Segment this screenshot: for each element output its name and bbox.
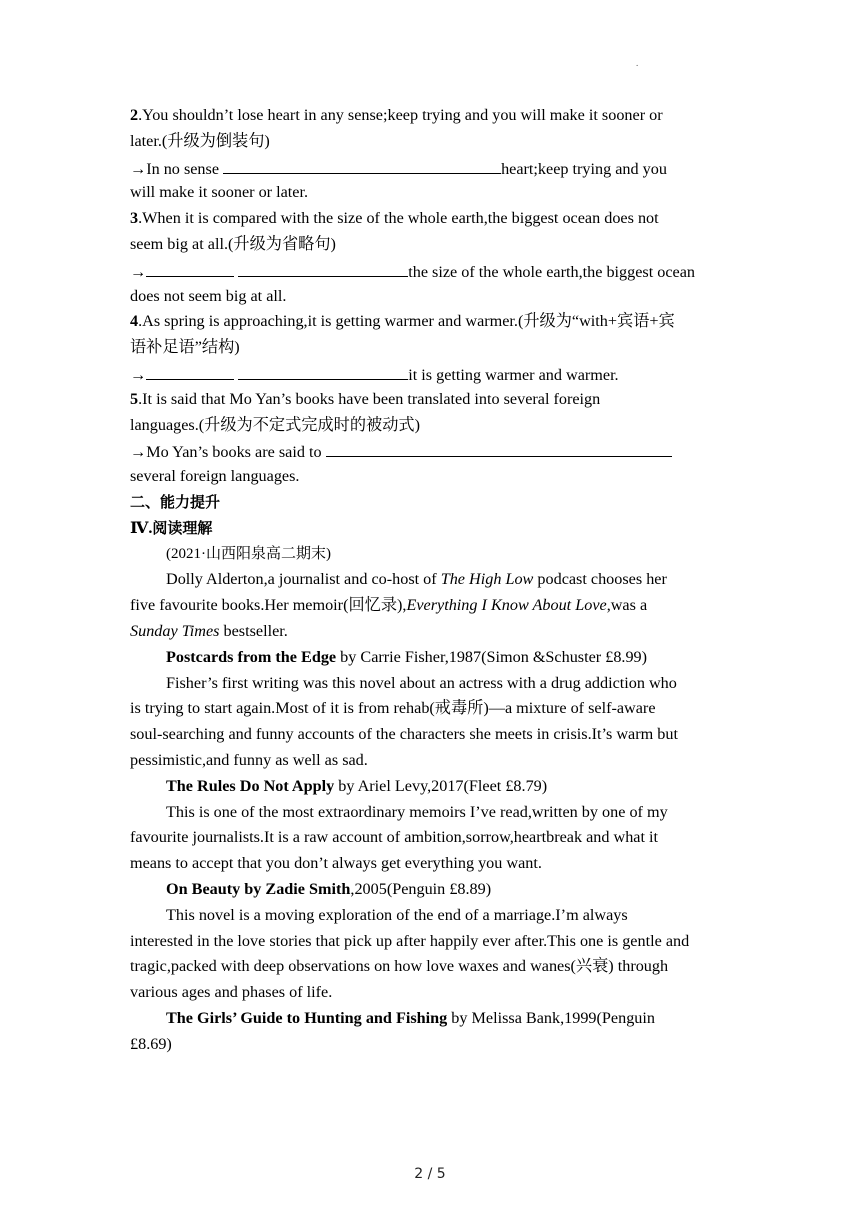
q4-answer-blank-1[interactable]	[146, 361, 234, 380]
book2-text-3: means to accept that you don’t always get everything you want.	[130, 854, 542, 873]
q3-line-2: seem big at all.(升级为省略句)	[130, 234, 336, 253]
reading-source: (2021·山西阳泉高二期末)	[166, 545, 331, 562]
q2-answer-line: →In no sense heart;keep trying and you	[130, 155, 732, 181]
q2-line-2: later.(升级为倒装句)	[130, 131, 270, 150]
q4-number: 4	[130, 312, 139, 331]
q5-line-2: languages.(升级为不定式完成时的被动式)	[130, 415, 420, 434]
page-number: 2 / 5	[414, 1166, 446, 1182]
book1-heading: Postcards from the Edge by Carrie Fisher,1987(Simon &Schuster £8.99)	[166, 647, 648, 666]
book3-text-4: various ages and phases of life.	[130, 983, 333, 1002]
intro-line-1: Dolly Alderton,a journalist and co-host of The High Low podcast chooses her	[166, 570, 667, 589]
book4-title: The Girls’ Guide to Hunting and Fishing	[166, 1008, 448, 1027]
intro-line-3: Sunday Times bestseller.	[130, 621, 288, 640]
q3-line-1: 3.When it is compared with the size of the whole earth,the biggest ocean does not	[130, 209, 659, 228]
q3-answer-line: → the size of the whole earth,the biggest ocean	[130, 258, 732, 284]
intro-line-2: five favourite books.Her memoir(回忆录),Everything I Know About Love,was a	[130, 596, 648, 615]
book3-text-2: interested in the love stories that pick up after happily ever after.This one is gentle and	[130, 931, 690, 950]
q5-line-1: 5.It is said that Mo Yan’s books have been translated into several foreign	[130, 389, 601, 408]
q2-line-1: 2.You shouldn’t lose heart in any sense;keep trying and you will make it sooner or	[130, 106, 663, 124]
q5-answer-line-2: several foreign languages.	[130, 467, 300, 486]
book2-heading: The Rules Do Not Apply by Ariel Levy,2017(Fleet £8.79)	[166, 776, 548, 795]
q3-answer-blank-1[interactable]	[146, 258, 234, 277]
q5-number: 5	[130, 389, 139, 408]
book1-title: Postcards from the Edge	[166, 647, 337, 666]
book1-text-2: is trying to start again.Most of it is from rehab(戒毒所)—a mixture of self-aware	[130, 699, 656, 718]
page-content	[130, 103, 732, 1057]
book2-title: The Rules Do Not Apply	[166, 776, 335, 795]
q4-line-2: 语补足语”结构)	[130, 338, 240, 357]
q5-answer-line: →Mo Yan’s books are said to	[130, 438, 732, 464]
q4-answer-line: → it is getting warmer and warmer.	[130, 361, 732, 387]
book4-heading: The Girls’ Guide to Hunting and Fishing by Melissa Bank,1999(Penguin	[166, 1008, 655, 1027]
part-heading: Ⅳ.阅读理解	[130, 518, 213, 537]
book2-text-1: This is one of the most extraordinary memoirs I’ve read,written by one of my	[166, 802, 668, 821]
book1-text-4: pessimistic,and funny as well as sad.	[130, 750, 368, 769]
q4-line-1: 4.As spring is approaching,it is getting warmer and warmer.(升级为“with+宾语+宾	[130, 312, 675, 331]
book3-title: On Beauty by Zadie Smith	[166, 879, 351, 898]
header-dot: .	[636, 58, 639, 68]
q3-number: 3	[130, 209, 139, 228]
q5-answer-blank[interactable]	[326, 438, 672, 457]
q2-number: 2	[130, 106, 139, 124]
q4-answer-blank-2[interactable]	[238, 361, 408, 380]
q3-answer-blank-2[interactable]	[238, 258, 408, 277]
book1-text-3: soul-searching and funny accounts of the characters she meets in crisis.It’s warm but	[130, 725, 678, 744]
q2-answer-line-2: will make it sooner or later.	[130, 183, 309, 202]
book2-text-2: favourite journalists.It is a raw account of ambition,sorrow,heartbreak and what it	[130, 828, 659, 847]
book3-text-3: tragic,packed with deep observations on how love waxes and wanes(兴衰) through	[130, 957, 669, 976]
book1-text-1: Fisher’s first writing was this novel about an actress with a drug addiction who	[166, 673, 677, 692]
book3-heading: On Beauty by Zadie Smith,2005(Penguin £8.89)	[166, 879, 492, 898]
section-title: 二、能力提升	[130, 492, 221, 511]
q2-answer-blank[interactable]	[223, 155, 501, 174]
book3-text-1: This novel is a moving exploration of the end of a marriage.I’m always	[166, 905, 628, 924]
book4-heading-2: £8.69)	[130, 1034, 172, 1053]
q3-answer-line-2: does not seem big at all.	[130, 286, 287, 305]
